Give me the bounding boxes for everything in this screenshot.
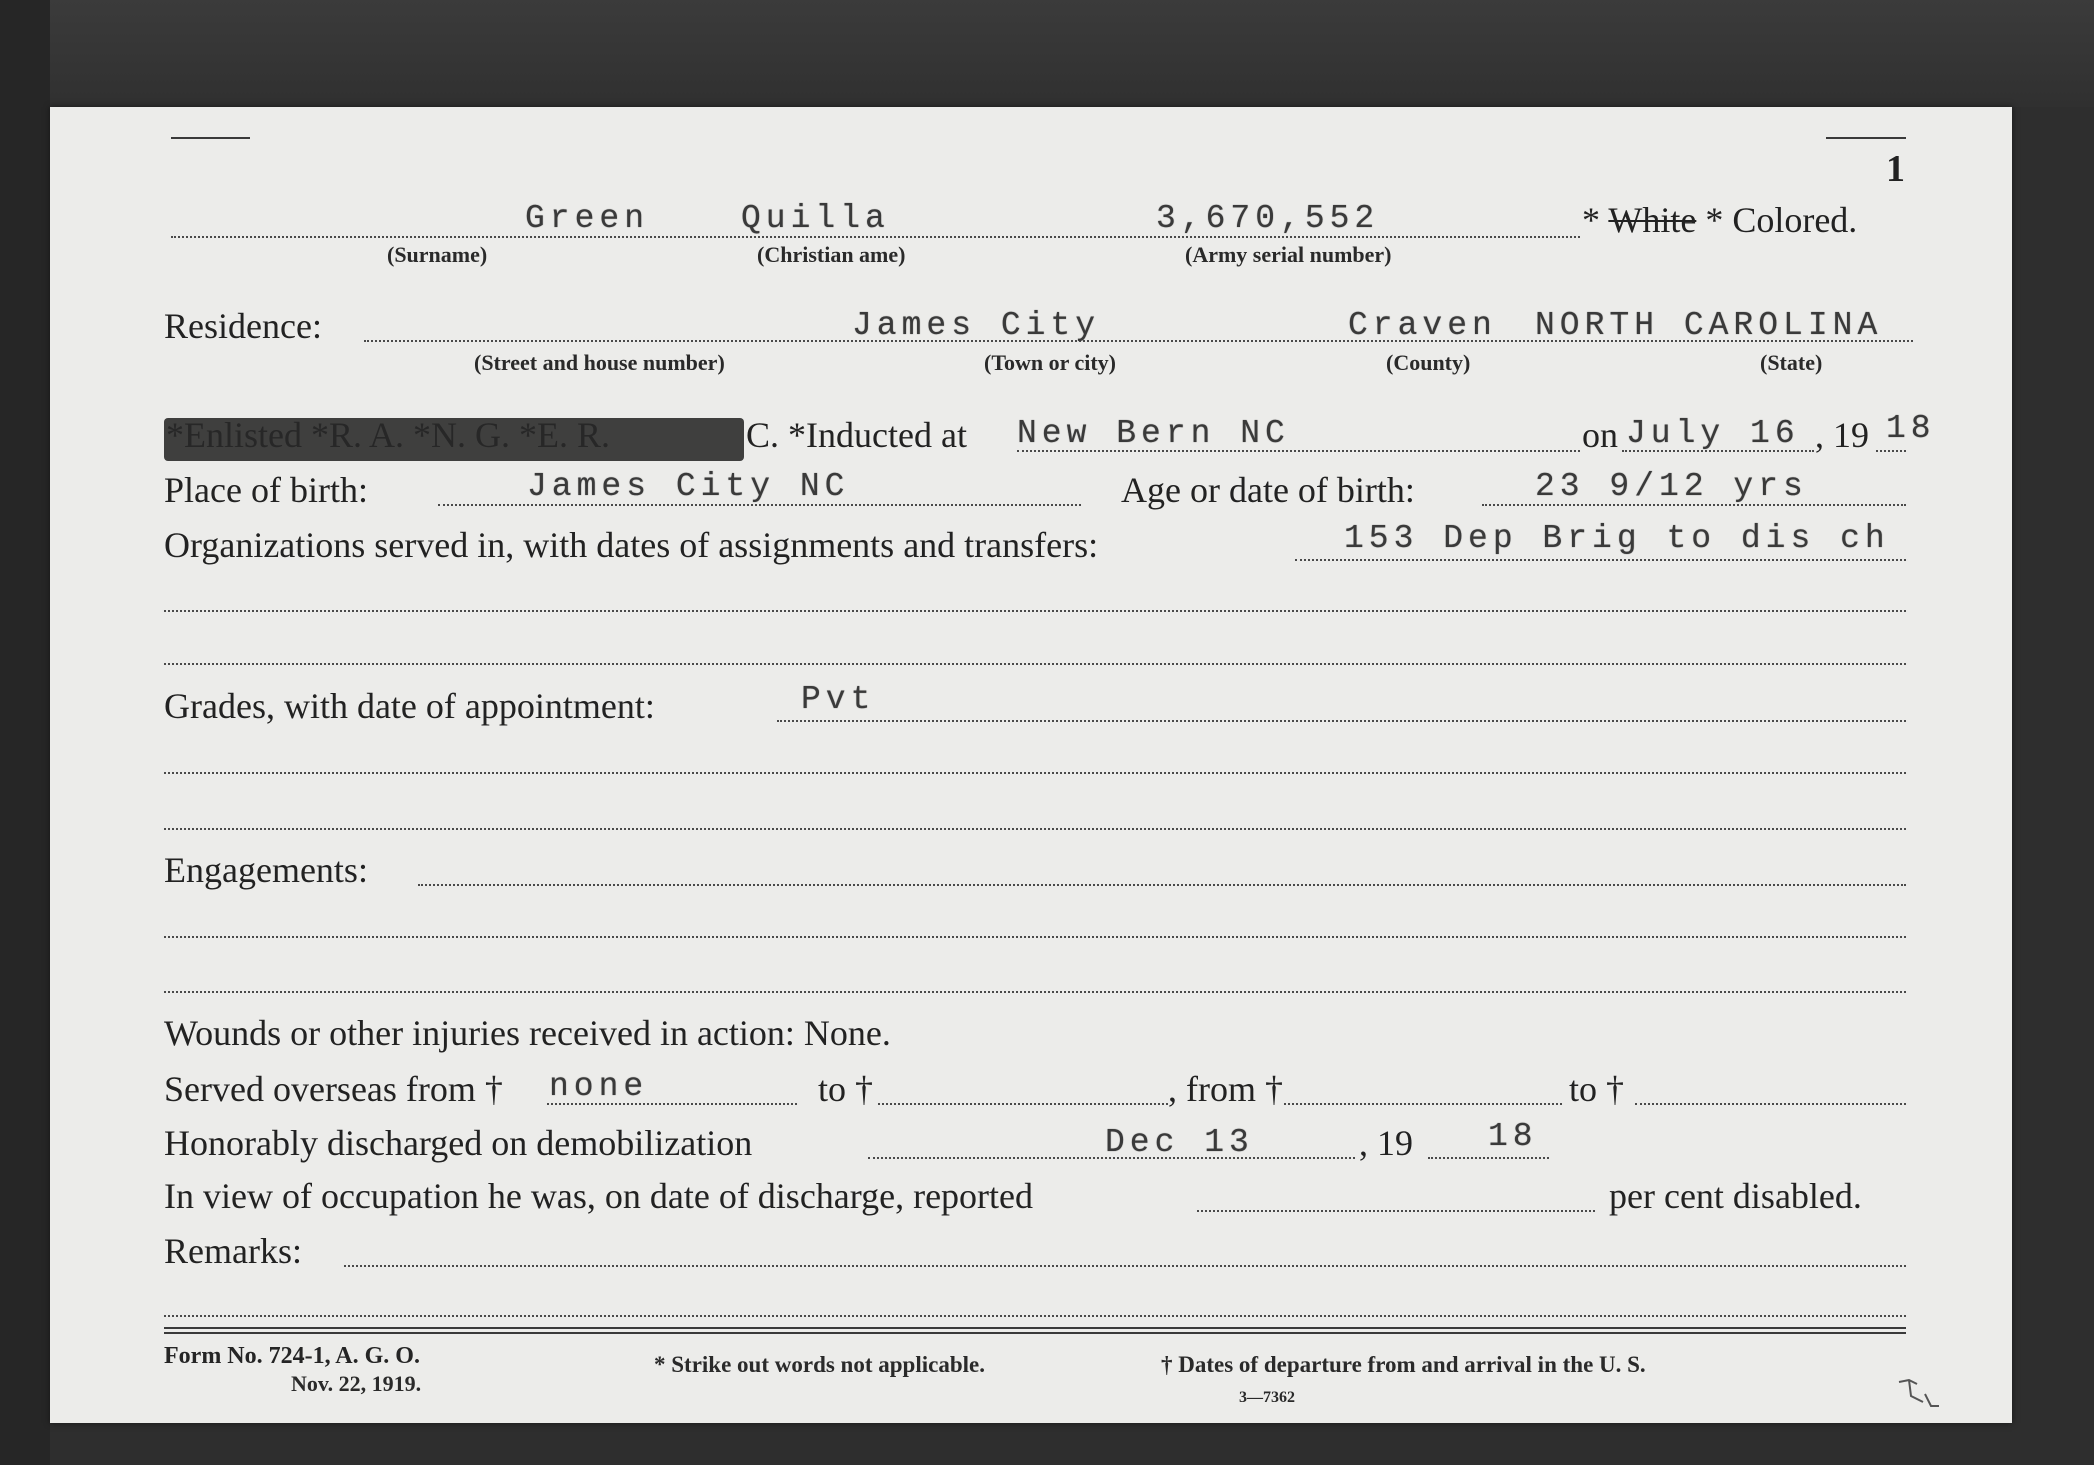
- grades-line: [777, 720, 1906, 722]
- remarks-line: [344, 1265, 1906, 1267]
- overseas-to-line-2: [1635, 1103, 1906, 1105]
- organizations-value: 153 Dep Brig to dis ch: [1344, 520, 1890, 557]
- induction-date-value: July 16: [1626, 415, 1800, 452]
- street-caption: (Street and house number): [474, 350, 725, 375]
- grades-value: Pvt: [801, 681, 876, 718]
- county-caption: (County): [1386, 350, 1471, 375]
- engagements-line-3: [164, 991, 1906, 993]
- grades-line-3: [164, 828, 1906, 830]
- footer-rule-top: [164, 1327, 1906, 1329]
- discharge-year-line: [1428, 1157, 1549, 1159]
- serial-number-value: 3,670,552: [1156, 200, 1380, 237]
- engagements-line-2: [164, 936, 1906, 938]
- disability-line: [1197, 1210, 1595, 1212]
- discharge-year-value: 18: [1488, 1118, 1538, 1155]
- engagements-line: [418, 884, 1906, 886]
- engagements-label: Engagements:: [164, 850, 368, 890]
- disability-label: In view of occupation he was, on date of discharge, reported: [164, 1176, 1034, 1216]
- overseas-from-label: Served overseas from †: [164, 1069, 503, 1109]
- organizations-line-2: [164, 610, 1906, 612]
- form-number: Form No. 724-1, A. G. O.: [164, 1343, 420, 1369]
- race-prefix: *: [1582, 200, 1609, 240]
- surname-caption: (Surname): [387, 242, 488, 267]
- discharge-year-prefix: , 19: [1359, 1123, 1413, 1163]
- form-date: Nov. 22, 1919.: [291, 1371, 422, 1396]
- organizations-line-3: [164, 663, 1906, 665]
- discharge-date-value: Dec 13: [1105, 1124, 1254, 1161]
- grades-line-2: [164, 772, 1906, 774]
- footer-rule-bottom: [164, 1332, 1906, 1334]
- age-value: 23 9/12 yrs: [1535, 468, 1808, 505]
- dates-note: † Dates of departure from and arrival in the U. S.: [1161, 1352, 1646, 1377]
- surname-value: Green: [525, 200, 650, 237]
- age-label: Age or date of birth:: [1121, 470, 1415, 510]
- race-options: [1582, 202, 1857, 238]
- christian-name-value: Quilla: [741, 200, 890, 237]
- strikeout-bar: [164, 418, 744, 461]
- organizations-label: Organizations served in, with dates of assignments and transfers:: [164, 525, 1099, 565]
- induction-year-prefix: , 19: [1815, 415, 1869, 455]
- residence-town-value: James City: [852, 307, 1101, 344]
- remarks-line-2: [164, 1315, 1906, 1317]
- state-caption: (State): [1760, 350, 1823, 375]
- service-record-card: [50, 107, 2012, 1423]
- race-colored: * Colored.: [1696, 200, 1858, 240]
- grades-label: Grades, with date of appointment:: [164, 686, 655, 726]
- town-caption: (Town or city): [984, 350, 1116, 375]
- overseas-from-value: none: [549, 1068, 649, 1105]
- place-of-birth-value: James City NC: [527, 468, 850, 505]
- induction-year-value: 18: [1886, 410, 1936, 447]
- christian-name-caption: (Christian ame): [757, 242, 906, 267]
- remarks-label: Remarks:: [164, 1231, 302, 1271]
- scan-background-top: [0, 0, 2094, 107]
- residence-label: Residence:: [164, 306, 322, 346]
- serial-number-caption: (Army serial number): [1185, 242, 1392, 267]
- overseas-to-label-2: to †: [1569, 1069, 1625, 1109]
- race-white-struck: White: [1608, 200, 1697, 240]
- induction-on-label: on: [1582, 415, 1618, 455]
- place-of-birth-label: Place of birth:: [164, 470, 368, 510]
- induction-year-line: [1876, 450, 1906, 452]
- scan-background-left: [0, 0, 50, 1465]
- overseas-to-label-1: to †: [818, 1069, 874, 1109]
- corner-rule-left: [171, 137, 250, 139]
- overseas-from-line-2: [1284, 1103, 1562, 1105]
- corner-rule-right: [1826, 137, 1906, 139]
- corner-number: 1: [1886, 148, 1905, 190]
- strike-note: * Strike out words not applicable.: [654, 1352, 985, 1377]
- residence-state-value: NORTH CAROLINA: [1535, 307, 1883, 344]
- wounds-text: Wounds or other injuries received in action: None.: [164, 1013, 891, 1053]
- discharge-label: Honorably discharged on demobilization: [164, 1123, 753, 1163]
- induction-place-value: New Bern NC: [1017, 415, 1290, 452]
- print-code: 3—7362: [1239, 1389, 1295, 1406]
- residence-county-value: Craven: [1348, 307, 1497, 344]
- overseas-to-line-1: [878, 1103, 1168, 1105]
- organizations-line: [1295, 559, 1906, 561]
- disability-suffix: per cent disabled.: [1609, 1176, 1862, 1216]
- pencil-mark: [1895, 1372, 1955, 1412]
- inducted-at-label: C. *Inducted at: [746, 415, 967, 455]
- overseas-from-label-2: , from †: [1168, 1069, 1283, 1109]
